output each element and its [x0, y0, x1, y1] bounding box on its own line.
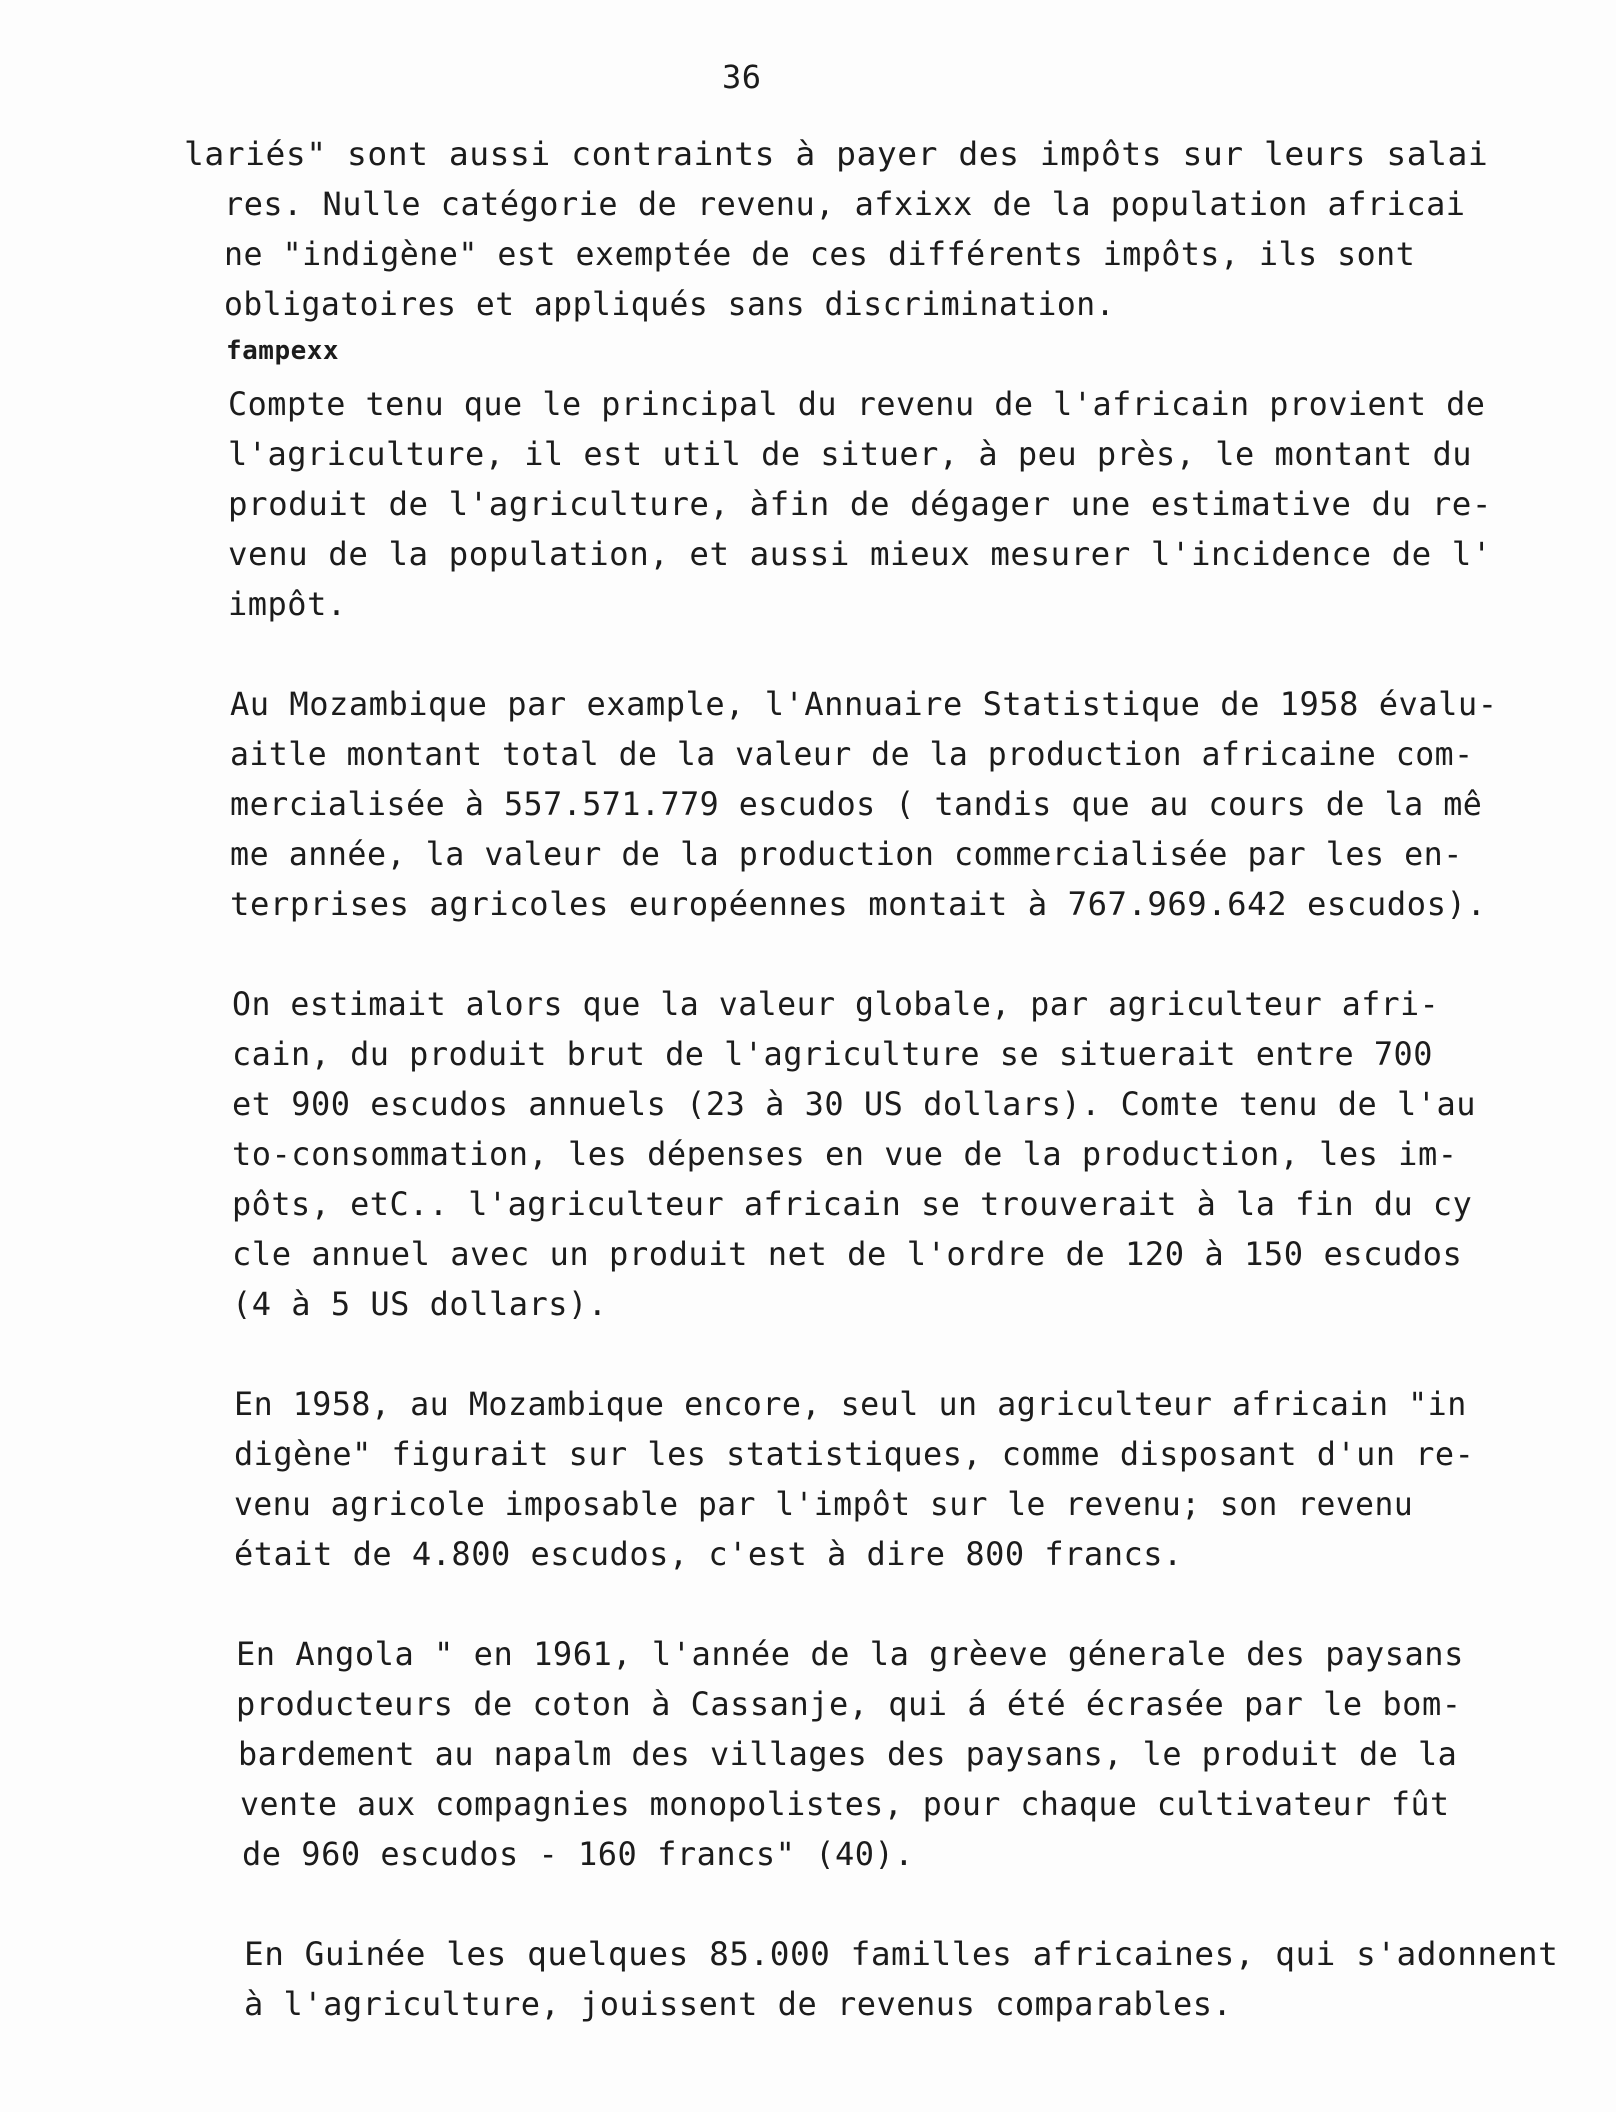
text-line: vente aux compagnies monopolistes, pour chaque cultivateur fût: [240, 1785, 1450, 1823]
text-line: On estimait alors que la valeur globale, par agriculteur afri-: [232, 985, 1440, 1023]
text-line: Compte tenu que le principal du revenu de l'africain provient de: [228, 385, 1486, 423]
text-line: lariés" sont aussi contraints à payer des impôts sur leurs salai: [184, 135, 1489, 173]
text-line: produit de l'agriculture, àfin de dégager une estimative du re-: [228, 485, 1492, 523]
page-number: 36: [722, 58, 762, 96]
text-line: fampexx: [226, 336, 340, 366]
text-line: à l'agriculture, jouissent de revenus comparables.: [244, 1985, 1233, 2023]
text-line: producteurs de coton à Cassanje, qui á été écrasée par le bom-: [236, 1685, 1462, 1723]
text-line: était de 4.800 escudos, c'est à dire 800 francs.: [234, 1535, 1183, 1573]
text-line: mercialisée à 557.571.779 escudos ( tandis que au cours de la mê: [230, 785, 1483, 823]
text-line: bardement au napalm des villages des paysans, le produit de la: [238, 1735, 1458, 1773]
text-line: digène" figurait sur les statistiques, comme disposant d'un re-: [234, 1435, 1475, 1473]
text-line: ne "indigène" est exemptée de ces différents impôts, ils sont: [224, 235, 1416, 273]
text-line: to-consommation, les dépenses en vue de la production, les im-: [232, 1135, 1458, 1173]
text-line: impôt.: [228, 585, 347, 623]
text-line: En 1958, au Mozambique encore, seul un agriculteur africain "in: [234, 1385, 1467, 1423]
text-line: l'agriculture, il est util de situer, à peu près, le montant du: [228, 435, 1472, 473]
text-line: (4 à 5 US dollars).: [232, 1285, 608, 1323]
text-line: cain, du produit brut de l'agriculture se situerait entre 700: [232, 1035, 1433, 1073]
text-line: obligatoires et appliqués sans discrimination.: [224, 285, 1116, 323]
text-line: cle annuel avec un produit net de l'ordre de 120 à 150 escudos: [232, 1235, 1463, 1273]
text-line: de 960 escudos - 160 francs" (40).: [242, 1835, 915, 1873]
text-line: aitle montant total de la valeur de la production africaine com-: [230, 735, 1474, 773]
text-line: me année, la valeur de la production commercialisée par les en-: [230, 835, 1463, 873]
text-line: Au Mozambique par example, l'Annuaire Statistique de 1958 évalu-: [230, 685, 1498, 723]
text-line: pôts, etC.. l'agriculteur africain se trouverait à la fin du cy: [232, 1185, 1473, 1223]
text-line: et 900 escudos annuels (23 à 30 US dollars). Comte tenu de l'au: [232, 1085, 1476, 1123]
text-line: venu agricole imposable par l'impôt sur le revenu; son revenu: [234, 1485, 1414, 1523]
text-line: En Guinée les quelques 85.000 familles africaines, qui s'adonnent: [244, 1935, 1559, 1973]
text-line: res. Nulle catégorie de revenu, afxixx de la population africai: [224, 185, 1466, 223]
text-line: En Angola " en 1961, l'année de la grèeve génerale des paysans: [236, 1635, 1464, 1673]
text-line: venu de la population, et aussi mieux mesurer l'incidence de l': [228, 535, 1492, 573]
text-line: terprises agricoles européennes montait à 767.969.642 escudos).: [230, 885, 1487, 923]
